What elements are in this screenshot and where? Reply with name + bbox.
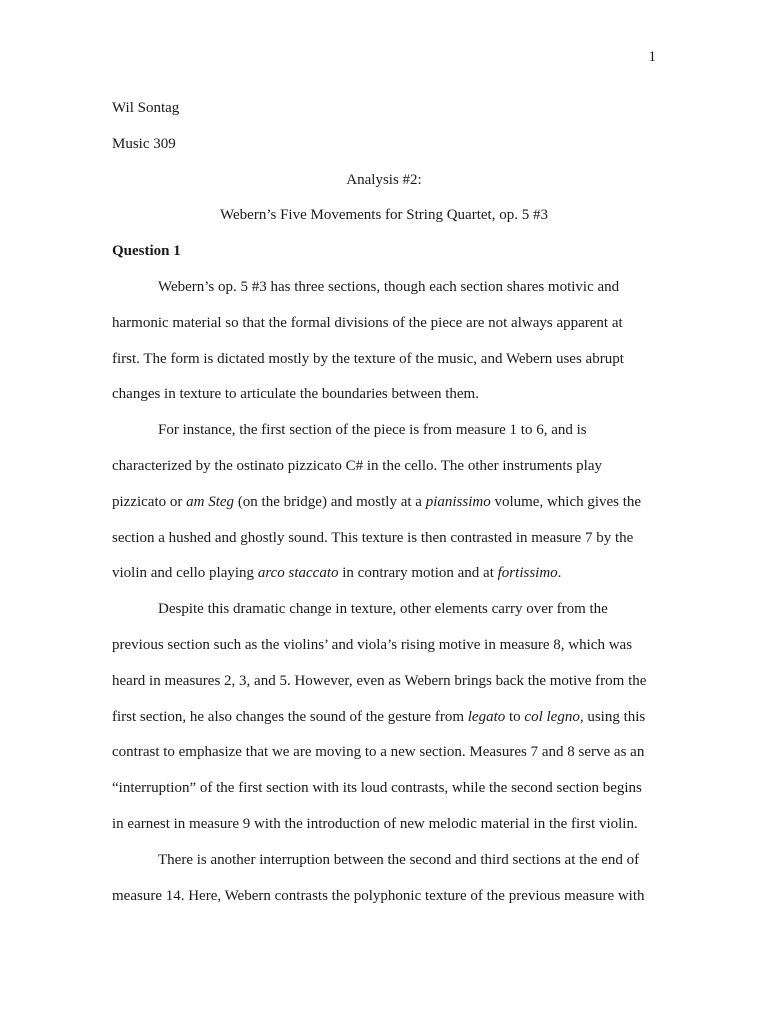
italic-term: pianissimo	[425, 493, 491, 510]
paragraph-line: “interruption” of the first section with its loud contrasts, while the second section begins	[112, 780, 642, 797]
paragraph-line: contrast to emphasize that we are moving to a new section. Measures 7 and 8 serve as an	[112, 744, 645, 761]
paragraph-line: section a hushed and ghostly sound. This texture is then contrasted in measure 7 by the	[112, 529, 634, 546]
text-run: in contrary motion and at	[338, 565, 498, 582]
title-line-2: Webern’s Five Movements for String Quartet, op. 5 #3	[220, 207, 548, 224]
paragraph-3	[112, 592, 656, 843]
paragraph-line: For instance, the first section of the piece is from measure 1 to 6, and is	[158, 422, 587, 439]
document-body	[112, 91, 656, 914]
paragraph-line: Webern’s op. 5 #3 has three sections, though each section shares motivic and	[158, 278, 620, 295]
paragraph-line: There is another interruption between the second and third sections at the end of	[158, 851, 640, 868]
italic-term: arco staccato	[257, 565, 339, 582]
text-run: (on the bridge) and mostly at a	[234, 493, 426, 510]
title-line-1: Analysis #2:	[346, 171, 422, 188]
page-number: 1	[648, 49, 656, 65]
paragraph-line	[112, 556, 656, 592]
text-run: to	[505, 708, 525, 725]
author-name: Wil Sontag	[112, 100, 180, 116]
text-run: , using this	[579, 708, 646, 725]
text-run: pizzicato or	[112, 493, 187, 510]
paragraph-line	[112, 700, 656, 736]
paragraph-line: changes in texture to articulate the boundaries between them.	[112, 386, 479, 403]
paragraph-1	[112, 270, 656, 413]
paragraph-line: in earnest in measure 9 with the introduction of new melodic material in the first violin.	[112, 815, 638, 832]
paragraph-line: measure 14. Here, Webern contrasts the polyphonic texture of the previous measure with	[112, 887, 645, 904]
italic-term: legato	[467, 708, 506, 725]
text-run: violin and cello playing	[112, 565, 258, 582]
paragraph-line: characterized by the ostinato pizzicato C# in the cello. The other instruments play	[112, 457, 602, 474]
italic-term: fortissimo	[497, 565, 558, 582]
paragraph-line: heard in measures 2, 3, and 5. However, even as Webern brings back the motive from the	[112, 672, 647, 689]
paragraph-line	[112, 485, 656, 521]
course-name: Music 309	[112, 135, 176, 152]
paragraph-line: previous section such as the violins’ and viola’s rising motive in measure 8, which was	[112, 636, 633, 653]
italic-term: col legno	[524, 708, 580, 725]
paragraph-4	[112, 843, 656, 915]
text-run: .	[557, 565, 562, 582]
text-run: volume, which gives the	[490, 493, 642, 510]
section-heading: Question 1	[112, 243, 181, 260]
paragraph-line: Despite this dramatic change in texture, other elements carry over from the	[158, 601, 608, 618]
paragraph-line: first. The form is dictated mostly by the texture of the music, and Webern uses abrupt	[112, 350, 624, 367]
paragraph-2	[112, 413, 656, 592]
italic-term: am Steg	[186, 493, 235, 510]
paragraph-line: harmonic material so that the formal divisions of the piece are not always apparent at	[112, 314, 623, 331]
text-run: first section, he also changes the sound of the gesture from	[112, 708, 468, 725]
